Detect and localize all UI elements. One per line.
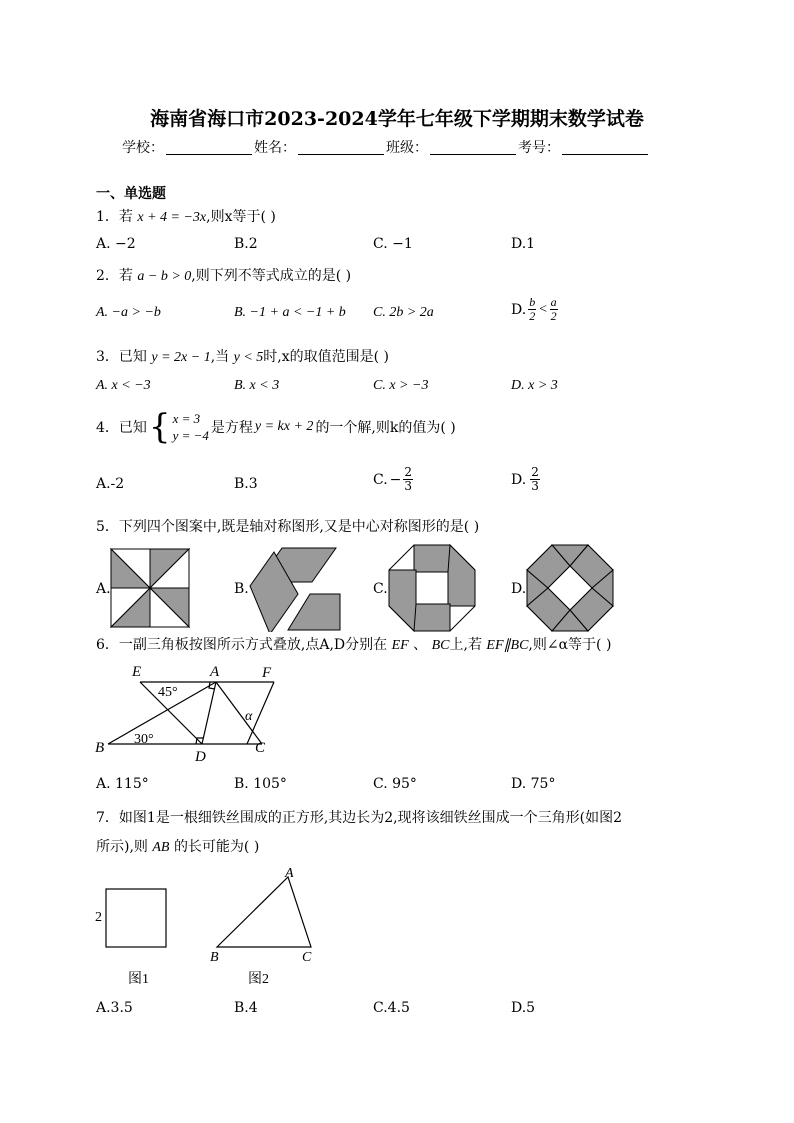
q2-option-d-label: D.	[511, 301, 527, 318]
student-info	[122, 137, 650, 157]
fig1-caption: 图1	[128, 972, 149, 987]
q6-prefix: 6．一副三角板按图所示方式叠放,点A,D分别在	[96, 637, 388, 653]
q2-option-d[interactable]	[511, 296, 558, 323]
question-7-line1: 7．如图1是一根细铁丝围成的正方形,其边长为2,现将该细铁丝围成一个三角形(如图2	[96, 810, 622, 826]
q6-option-b[interactable]: B. 105°	[234, 776, 287, 792]
q5-option-c[interactable]: C.	[373, 581, 388, 597]
q4-option-c-label: C.	[373, 471, 388, 488]
q7-figures	[92, 865, 332, 990]
q7-line2-prefix: 所示),则	[96, 839, 148, 855]
q3-cond: y < 5	[233, 350, 264, 365]
exam-no-label: 考号：	[518, 140, 560, 156]
q2d-op: <	[538, 301, 548, 317]
q2d-left-den: 2	[529, 309, 536, 323]
q6-par: EF∥BC	[486, 638, 529, 653]
q2d-right-num: a	[550, 295, 557, 309]
q3-option-d[interactable]: D. x > 3	[511, 378, 558, 393]
q1-prefix: 1．若	[96, 209, 133, 225]
class-blank[interactable]	[430, 142, 516, 155]
fig2-caption: 图2	[248, 972, 269, 987]
triangle-figure	[217, 877, 311, 947]
q4-option-b[interactable]: B.3	[234, 476, 258, 492]
angle-alpha: α	[245, 709, 253, 724]
q2-option-c[interactable]: C. 2b > 2a	[373, 305, 434, 320]
q7-option-b[interactable]: B.4	[234, 1000, 258, 1016]
q7-ab: AB	[152, 840, 170, 855]
label-c: C	[255, 740, 266, 756]
q4-sys1: x = 3	[172, 411, 201, 426]
name-label: 姓名：	[254, 140, 296, 156]
angle-30: 30°	[134, 732, 154, 747]
q6-option-a[interactable]: A. 115°	[96, 776, 149, 792]
q4-system	[173, 410, 209, 444]
q1-option-c[interactable]: C. −1	[373, 236, 413, 252]
q2-option-b[interactable]: B. −1 + a < −1 + b	[234, 305, 346, 320]
q4d-den: 3	[531, 479, 539, 493]
q7-line2-suffix: 的长可能为( )	[173, 839, 260, 855]
q4-eq: y = kx + 2	[254, 419, 314, 434]
square-side-label: 2	[95, 910, 102, 925]
q4d-num: 2	[531, 465, 539, 479]
label-d: D	[195, 749, 206, 765]
q6-option-d[interactable]: D. 75°	[511, 776, 556, 792]
q4-sys2: y = −4	[172, 428, 209, 443]
q6-sep: 、	[413, 637, 428, 653]
q6-bc: BC	[431, 638, 450, 653]
q4-option-d[interactable]	[511, 466, 540, 493]
q4c-num: 2	[404, 465, 413, 479]
q4-option-d-label: D.	[511, 471, 527, 488]
q4c-den: 3	[404, 479, 413, 493]
label-b: B	[95, 740, 105, 756]
pinwheel-figure	[110, 548, 190, 628]
q7-option-c[interactable]: C.4.5	[373, 1000, 410, 1016]
q2d-right-frac	[550, 296, 558, 323]
question-6	[96, 634, 611, 654]
question-2	[96, 265, 351, 285]
q2d-left-num: b	[529, 295, 536, 309]
class-label: 班级：	[386, 140, 428, 156]
q5-option-d[interactable]: D.	[511, 581, 527, 597]
q3-option-b[interactable]: B. x < 3	[234, 378, 280, 393]
q2d-left-frac	[528, 296, 536, 323]
question-3	[96, 346, 389, 366]
tri-label-b: B	[210, 950, 219, 965]
q5-option-b[interactable]: B.	[234, 581, 249, 597]
q4d-frac	[530, 466, 540, 493]
q1-option-a[interactable]: A. −2	[96, 236, 136, 252]
q6-suffix: ,则∠α等于( )	[528, 637, 612, 653]
exam-no-blank[interactable]	[562, 142, 648, 155]
q2-prefix: 2．若	[96, 268, 133, 284]
section-heading: 一、单选题	[96, 186, 166, 202]
label-a: A	[210, 664, 220, 680]
q3-prefix: 3．已知	[96, 349, 147, 365]
tri-label-a: A	[285, 866, 294, 881]
q2-option-a[interactable]: A. −a > −b	[96, 305, 161, 320]
q1-option-b[interactable]: B.2	[234, 236, 258, 252]
q4c-frac	[403, 466, 413, 493]
q4-prefix: 4．已知	[96, 420, 147, 436]
octagon-frame-figure	[388, 544, 476, 632]
q3-mid: ,当	[210, 349, 230, 365]
q4-mid: 是方程	[210, 420, 253, 436]
question-7-line2	[96, 836, 259, 856]
q6-mid: 上,若	[449, 637, 482, 653]
q4-option-c[interactable]	[373, 466, 413, 493]
square-figure	[106, 889, 166, 947]
q6-option-c[interactable]: C. 95°	[373, 776, 417, 792]
q2d-right-den: 2	[550, 309, 557, 323]
q1-suffix: ,则x等于( )	[206, 209, 276, 225]
label-e: E	[132, 664, 142, 680]
parallelograms-figure	[248, 546, 344, 632]
q3-suffix: 时,x的取值范围是( )	[263, 349, 390, 365]
q2-suffix: ,则下列不等式成立的是( )	[191, 268, 352, 284]
q7-option-a[interactable]: A.3.5	[96, 1000, 133, 1016]
brace-icon: {	[148, 407, 171, 447]
triangle-rulers-figure	[92, 660, 292, 766]
q2-expr: a − b > 0	[137, 269, 192, 284]
angle-45: 45°	[158, 685, 178, 700]
school-label: 学校：	[122, 140, 164, 156]
question-1	[96, 206, 276, 226]
q4c-sign: −	[389, 471, 402, 488]
tri-label-c: C	[302, 950, 312, 965]
q1-option-d[interactable]: D.1	[511, 236, 536, 252]
q1-expr: x + 4 = −3x	[137, 210, 207, 225]
q6-ef: EF	[391, 638, 409, 653]
q4-suffix: 的一个解,则k的值为( )	[315, 420, 456, 436]
q3-option-a[interactable]: A. x < −3	[96, 378, 151, 393]
page-title: 海南省海口市2023-2024学年七年级下学期期末数学试卷	[150, 108, 644, 130]
school-blank[interactable]	[166, 142, 252, 155]
label-f: F	[262, 665, 272, 681]
question-5: 5．下列四个图案中,既是轴对称图形,又是中心对称图形的是( )	[96, 519, 480, 535]
name-blank[interactable]	[298, 142, 384, 155]
q5-option-a[interactable]: A.	[96, 581, 111, 597]
question-4	[96, 407, 456, 447]
q3-expr: y = 2x − 1	[151, 350, 211, 365]
q7-option-d[interactable]: D.5	[511, 1000, 536, 1016]
octagon-star-figure	[526, 544, 614, 632]
q3-option-c[interactable]: C. x > −3	[373, 378, 429, 393]
q4-option-a[interactable]: A.-2	[96, 476, 125, 492]
